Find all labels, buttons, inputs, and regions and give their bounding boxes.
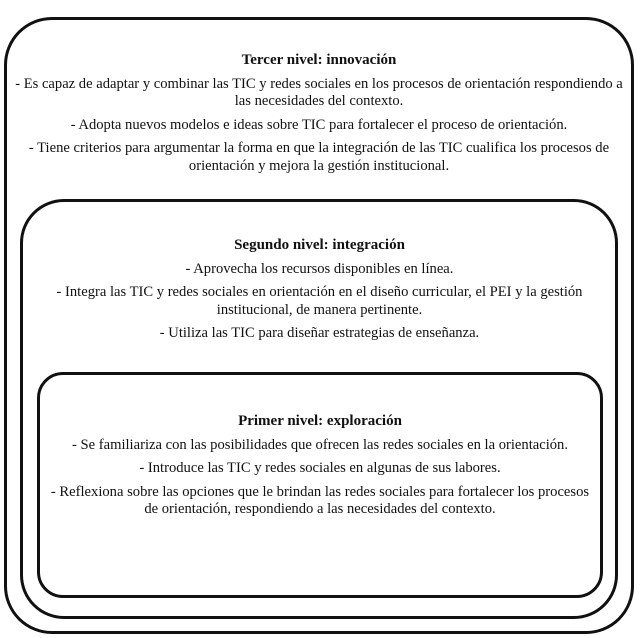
segundo-nivel-section — [32, 237, 607, 349]
tercer-nivel-item: - Tiene criterios para argumentar la forma en que la integración de las TIC cualifica los procesos de orientación y mejora la gestión institucional. — [28, 140, 610, 174]
segundo-nivel-item: - Utiliza las TIC para diseñar estrategias de enseñanza. — [159, 325, 480, 341]
segundo-nivel-item: - Aprovecha los recursos disponibles en línea. — [185, 260, 454, 277]
tercer-nivel-section — [14, 52, 624, 181]
primer-nivel-title: Primer nivel: exploración — [238, 413, 402, 429]
segundo-nivel-title: Segundo nivel: integración — [234, 237, 405, 253]
primer-nivel-item: - Introduce las TIC y redes sociales en algunas de sus labores. — [139, 460, 501, 476]
tercer-nivel-title: Tercer nivel: innovación — [241, 52, 397, 68]
segundo-nivel-item: - Integra las TIC y redes sociales en orientación en el diseño curricular, el PEI y la gestión institucional, de manera pertinente. — [56, 284, 583, 318]
primer-nivel-section — [50, 413, 590, 525]
primer-nivel-item: - Reflexiona sobre las opciones que le brindan las redes sociales para fortalecer los procesos de orientación, respondiendo a las necesidades del contexto. — [50, 483, 590, 517]
tercer-nivel-item: - Adopta nuevos modelos e ideas sobre TIC para fortalecer el proceso de orientación. — [70, 116, 568, 133]
primer-nivel-item: - Se familiariza con las posibilidades que ofrecen las redes sociales en la orientación. — [72, 436, 568, 453]
tercer-nivel-item: - Es capaz de adaptar y combinar las TIC y redes sociales en los procesos de orientación respondiendo a las necesidades del contexto. — [15, 75, 623, 109]
